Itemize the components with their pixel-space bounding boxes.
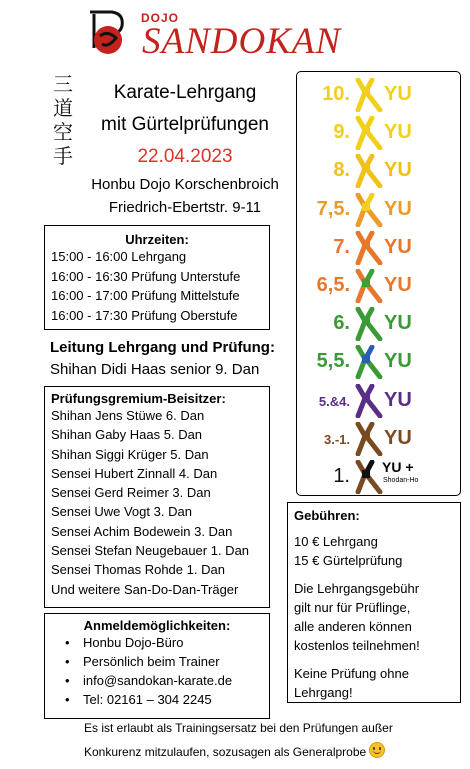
fees-note-line: Die Lehrgangsgebühr: [294, 581, 420, 596]
belt-row: [297, 305, 460, 343]
fee-course: 10 € Lehrgang: [294, 534, 378, 549]
logo-wordmark: SANDOKAN: [142, 21, 342, 62]
registration-item-label: Persönlich beim Trainer: [83, 654, 220, 669]
belt-yu-label: YU: [384, 388, 412, 411]
belt-grade: 7,5.: [316, 197, 350, 220]
registration-box: [44, 613, 270, 719]
fees-note-line: kostenlos teilnehmen!: [294, 638, 420, 653]
belt-yu-label: YU: [384, 121, 412, 144]
belt-row: [297, 76, 460, 114]
event-date: 22.04.2023: [137, 146, 233, 167]
belt-row: [297, 343, 460, 381]
belt-knot-icon: [354, 193, 384, 227]
logo-dojo-text: DOJO: [141, 11, 180, 25]
bullet-icon: •: [65, 692, 70, 707]
registration-email: info@sandokan-karate.de: [83, 673, 233, 688]
venue-name: Honbu Dojo Korschenbroich: [91, 176, 279, 193]
fees-note-line: alle anderen können: [294, 619, 412, 634]
belt-yu-label: YU: [384, 235, 412, 258]
belt-grade: 5.&4.: [318, 393, 350, 409]
kanji-char: 道: [53, 96, 73, 120]
belt-knot: [362, 88, 370, 96]
note-line2-text: Konkurenz mitzulaufen, sozusagen als Generalprobe: [84, 745, 367, 759]
belt-row: [297, 420, 460, 458]
logo-mark-icon: [86, 8, 132, 58]
kanji-char: 手: [53, 144, 73, 168]
bullet-icon: •: [65, 673, 70, 688]
belt-knot-icon: [354, 116, 384, 150]
belt-grade: 10.: [322, 83, 350, 105]
belt-knot: [362, 355, 370, 363]
examiner-item: Shihan Siggi Krüger 5. Dan: [51, 446, 209, 462]
fees-warning-line: Keine Prüfung ohne: [294, 666, 409, 681]
belt-yu-label: YU: [384, 274, 412, 296]
belt-knot-icon: [354, 154, 384, 188]
belt-yu-label: YU: [384, 426, 412, 449]
belt-grade: 6,5.: [316, 274, 350, 296]
belt-knot-icon: [354, 422, 384, 456]
schedule-box: [44, 225, 270, 330]
belt-knot-icon: [354, 307, 384, 341]
belt-row: [297, 114, 460, 152]
examiners-box: [44, 386, 270, 608]
belt-row: [297, 191, 460, 229]
examiner-item: Sensei Thomas Rohde 1. Dan: [51, 562, 225, 578]
belt-knot-icon: [354, 345, 384, 379]
registration-item: [45, 633, 269, 652]
examiner-item: Sensei Uwe Vogt 3. Dan: [51, 504, 192, 520]
belt-knot-icon: [354, 460, 384, 494]
belt-grade: 1.: [333, 465, 350, 487]
lead-title: Leitung Lehrgang und Prüfung:: [50, 339, 275, 356]
belt-knot: [362, 317, 370, 325]
registration-item-label: Honbu Dojo-Büro: [83, 635, 184, 650]
kanji-char: 三: [53, 72, 73, 96]
examiner-item: Sensei Achim Bodewein 3. Dan: [51, 523, 233, 539]
belt-yu-label: YU: [384, 350, 412, 373]
belt-yu-label: YU +: [382, 459, 414, 475]
venue-address: Friedrich-Ebertstr. 9-11: [108, 199, 262, 216]
note-line2: [84, 742, 385, 759]
lead-name: Shihan Didi Haas senior 9. Dan: [50, 361, 260, 378]
examiner-item: Sensei Hubert Zinnall 4. Dan: [51, 465, 218, 481]
registration-item: [45, 690, 269, 709]
event-title-line1: Karate-Lehrgang: [113, 82, 257, 103]
belt-grade: 8.: [333, 159, 350, 182]
fees-warning-line: Lehrgang!: [294, 685, 353, 700]
schedule-title: Uhrzeiten:: [125, 232, 189, 247]
bullet-icon: •: [65, 635, 70, 650]
belt-knot: [362, 279, 370, 287]
fees-title: Gebühren:: [294, 508, 360, 523]
examiner-item: Shihan Jens Stüwe 6. Dan: [51, 408, 205, 423]
belt-yu-label: YU: [384, 159, 412, 182]
belt-sub-label: Shodan-Ho: [383, 477, 419, 484]
examiners-title: Prüfungsgremium-Beisitzer:: [51, 391, 226, 406]
kanji-char: 空: [53, 120, 73, 144]
belt-yu-label: YU: [384, 83, 412, 105]
event-title-line2: mit Gürtelprüfungen: [101, 114, 269, 135]
belt-row: [297, 382, 460, 420]
belt-knot: [362, 432, 370, 440]
schedule-row: 16:00 - 16:30 Prüfung Unterstufe: [51, 268, 241, 284]
note-line1: Es ist erlaubt als Trainingsersatz bei den Prüfungen außer: [84, 721, 393, 735]
examiner-item: Und weitere San-Do-Dan-Träger: [51, 581, 239, 597]
schedule-row: 15:00 - 16:00 Lehrgang: [51, 249, 187, 264]
belt-row: [297, 229, 460, 267]
belt-grade: 5,5.: [316, 350, 350, 373]
fee-exam: 15 € Gürtelprüfung: [294, 553, 403, 568]
examiner-item: Sensei Gerd Reimer 3. Dan: [51, 485, 211, 501]
belt-knot-icon: [354, 384, 384, 418]
registration-item: [45, 671, 269, 690]
registration-title: Anmeldemöglichkeiten:: [83, 618, 231, 633]
belt-row: [297, 267, 460, 305]
belt-knot-icon: [354, 78, 384, 112]
belt-row: [297, 458, 460, 496]
belt-grade: 7.: [333, 235, 350, 258]
belt-knot: [362, 126, 370, 134]
belt-knot: [362, 394, 370, 402]
belt-knot: [362, 203, 370, 211]
belt-knot-icon: [354, 231, 384, 265]
registration-phone: Tel: 02161 – 304 2245: [83, 692, 212, 707]
belt-knot-icon: [354, 269, 384, 303]
belt-knot: [362, 164, 370, 172]
belt-ladder: [296, 71, 461, 496]
belt-yu-label: YU: [384, 197, 412, 220]
schedule-row: 16:00 - 17:00 Prüfung Mittelstufe: [51, 288, 240, 303]
fees-box: [287, 502, 461, 703]
belt-knot: [362, 470, 370, 478]
registration-item: [45, 652, 269, 671]
bullet-icon: •: [65, 654, 70, 669]
belt-grade: 6.: [333, 312, 350, 335]
belt-knot: [362, 241, 370, 249]
schedule-row: 16:00 - 17:30 Prüfung Oberstufe: [51, 307, 238, 323]
examiner-item: Sensei Stefan Neugebauer 1. Dan: [51, 543, 250, 559]
belt-grade: 3.-1.: [323, 431, 350, 447]
examiner-item: Shihan Gaby Haas 5. Dan: [51, 427, 203, 443]
belt-grade: 9.: [333, 121, 350, 144]
smiley-icon: [369, 742, 385, 758]
belt-yu-label: YU: [384, 312, 412, 335]
fees-note-line: gilt nur für Prüflinge,: [294, 600, 411, 615]
belt-row: [297, 152, 460, 190]
